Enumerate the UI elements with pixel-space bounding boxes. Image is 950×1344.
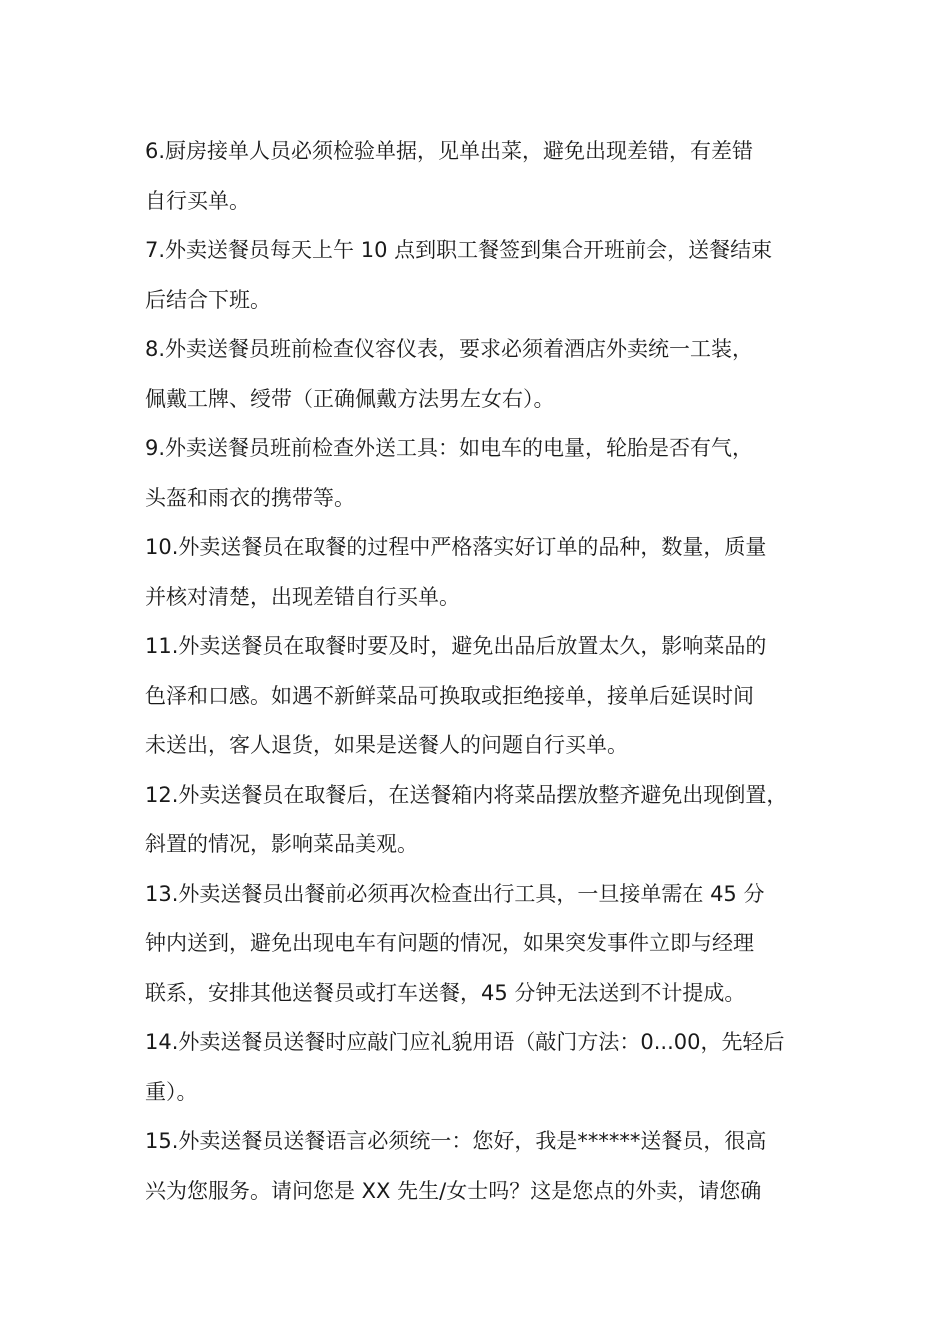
text-line: 重）。	[145, 1079, 198, 1104]
text-line: 钟内送到，避免出现电车有问题的情况，如果突发事件立即与经理	[145, 931, 754, 955]
paragraph-item-12	[145, 771, 810, 870]
text-line: 自行买单。	[145, 188, 250, 213]
text-line: 6.厨房接单人员必须检验单据，见单出菜，避免出现差错，有差错	[145, 139, 754, 163]
document-body	[145, 127, 810, 1216]
paragraph-item-15	[145, 1117, 810, 1216]
paragraph-item-9	[145, 424, 810, 523]
text-line: 12.外卖送餐员在取餐后，在送餐箱内将菜品摆放整齐避免出现倒置，	[145, 782, 788, 807]
text-line: 9.外卖送餐员班前检查外送工具：如电车的电量，轮胎是否有气，	[145, 436, 754, 460]
paragraph-item-13	[145, 870, 810, 1019]
text-line: 未送出，客人退货，如果是送餐人的问题自行买单。	[145, 733, 628, 757]
text-line: 色泽和口感。如遇不新鲜菜品可换取或拒绝接单，接单后延误时间	[145, 683, 754, 708]
text-line: 后结合下班。	[145, 287, 271, 312]
text-line: 13.外卖送餐员出餐前必须再次检查出行工具，一旦接单需在 45 分	[145, 881, 765, 906]
text-line: 兴为您服务。请问您是 XX 先生/女士吗？这是您点的外卖，请您确	[145, 1178, 762, 1203]
text-line: 联系，安排其他送餐员或打车送餐，45 分钟无法送到不计提成。	[145, 980, 746, 1005]
text-line: 佩戴工牌、绶带（正确佩戴方法男左女右）。	[145, 386, 555, 411]
text-line: 斜置的情况，影响菜品美观。	[145, 832, 418, 856]
text-line: 头盔和雨衣的携带等。	[145, 485, 355, 510]
text-line: 8.外卖送餐员班前检查仪容仪表，要求必须着酒店外卖统一工装，	[145, 337, 754, 361]
paragraph-item-7	[145, 226, 810, 325]
paragraph-item-10	[145, 523, 810, 622]
text-line: 11.外卖送餐员在取餐时要及时，避免出品后放置太久，影响菜品的	[145, 634, 767, 658]
text-line: 14.外卖送餐员送餐时应敲门应礼貌用语（敲门方法：0...00，先轻后	[145, 1030, 785, 1054]
paragraph-item-8	[145, 325, 810, 424]
text-line: 15.外卖送餐员送餐语言必须统一：您好，我是******送餐员，很高	[145, 1129, 767, 1153]
paragraph-item-14	[145, 1018, 810, 1117]
text-line: 7.外卖送餐员每天上午 10 点到职工餐签到集合开班前会，送餐结束	[145, 238, 773, 262]
text-line: 10.外卖送餐员在取餐的过程中严格落实好订单的品种，数量，质量	[145, 535, 767, 559]
text-line: 并核对清楚，出现差错自行买单。	[145, 584, 460, 609]
paragraph-item-6	[145, 127, 810, 226]
paragraph-item-11	[145, 622, 810, 771]
